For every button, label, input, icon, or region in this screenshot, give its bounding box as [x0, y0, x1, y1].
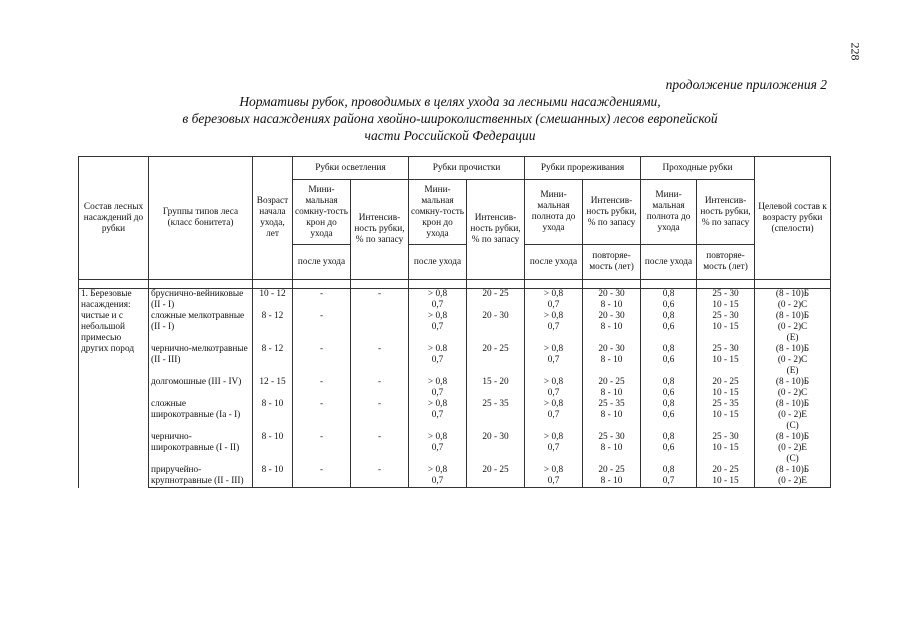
age-cell: [253, 289, 293, 312]
clearing-intensity-cell: [351, 399, 409, 432]
forest-type-cell-value: черничнo-мелкотравные (II - III): [151, 344, 248, 365]
passing-intensity-cell-value: 10 - 15: [712, 355, 739, 365]
clearing-intensity-cell: [351, 432, 409, 465]
cleaning-crown-cell: [409, 344, 467, 377]
cleaning-crown-cell-value: 0,7: [431, 410, 444, 420]
passing-density-cell-value: 0,8: [662, 311, 675, 321]
clearing-intensity-cell-value: -: [377, 344, 382, 354]
passing-intensity-cell-value: 25 - 30: [712, 311, 739, 321]
target-cell-value: (8 - 10)Б: [775, 432, 810, 442]
thinning-intensity-cell-value: 25 - 30: [598, 432, 625, 442]
passing-density-cell-value: 0,6: [662, 322, 675, 332]
header-intensity: Интенсив-ность рубки, % по запасу: [351, 180, 409, 280]
header-min-density: Мини-мальная полнота до ухода: [525, 180, 583, 245]
passing-intensity-cell: [697, 377, 755, 399]
target-cell-value: (8 - 10)Б: [775, 465, 810, 475]
forest-type-cell: [149, 432, 253, 465]
passing-density-cell-value: 0,8: [662, 289, 675, 299]
passing-density-cell: [641, 344, 697, 377]
thinning-density-cell: [525, 344, 583, 377]
header-after-care: после ухода: [293, 245, 351, 280]
clearing-intensity-cell: [351, 465, 409, 488]
cleaning-crown-cell-value: > 0,8: [427, 377, 448, 387]
thinning-density-cell: [525, 377, 583, 399]
cleaning-crown-cell-value: > 0,8: [427, 465, 448, 475]
clearing-crown-cell: [293, 289, 351, 312]
title-line: части Российской Федерации: [364, 128, 536, 143]
age-cell-value: 8 - 12: [261, 311, 284, 321]
cleaning-crown-cell-value: > 0,8: [427, 289, 448, 299]
cleaning-crown-cell: [409, 432, 467, 465]
age-cell: [253, 432, 293, 465]
header-after-care: после ухода: [641, 245, 697, 280]
passing-intensity-cell-value: 25 - 30: [712, 432, 739, 442]
target-cell-value: (8 - 10)Б: [775, 344, 810, 354]
clearing-intensity-cell-value: -: [377, 465, 382, 475]
cleaning-intensity-cell-value: 20 - 30: [482, 432, 509, 442]
thinning-density-cell-value: 0,7: [547, 410, 560, 420]
forest-type-cell: [149, 465, 253, 488]
clearing-intensity-cell-value: -: [377, 432, 382, 442]
passing-density-cell-value: 0,6: [662, 355, 675, 365]
thinning-intensity-cell-value: 8 - 10: [600, 410, 623, 420]
header-intensity: Интенсив-ность рубки, % по запасу: [583, 180, 641, 245]
clearing-intensity-cell-value: -: [377, 377, 382, 387]
passing-density-cell-value: 0,8: [662, 399, 675, 409]
clearing-crown-cell: [293, 432, 351, 465]
passing-intensity-cell: [697, 311, 755, 344]
target-cell-value: (С): [786, 421, 799, 431]
cleaning-intensity-cell: [467, 289, 525, 312]
thinning-intensity-cell-value: 8 - 10: [600, 443, 623, 453]
forest-type-cell-value: черничнo-широкотравные (I - II): [151, 432, 240, 453]
forest-type-cell-value: сложные мелкотравные (II - I): [151, 311, 245, 332]
age-cell-value: 8 - 12: [261, 344, 284, 354]
page-title: [140, 93, 760, 144]
clearing-crown-cell: [293, 311, 351, 344]
thinning-density-cell-value: > 0,8: [543, 311, 564, 321]
thinning-intensity-cell-value: 8 - 10: [600, 322, 623, 332]
clearing-crown-cell-value: -: [319, 399, 324, 409]
cleaning-crown-cell-value: > 0,8: [427, 311, 448, 321]
passing-density-cell-value: 0,6: [662, 410, 675, 420]
clearing-crown-cell: [293, 399, 351, 432]
passing-intensity-cell: [697, 289, 755, 312]
passing-intensity-cell: [697, 399, 755, 432]
header-min-crown: Мини-мальная сомкну-тость крон до ухода: [409, 180, 467, 245]
table-row: [79, 377, 831, 399]
title-line: в березовых насаждениях района хвойно-широколиственных (смешанных) лесов европейской: [182, 111, 718, 126]
passing-density-cell: [641, 432, 697, 465]
clearing-crown-cell-value: -: [319, 432, 324, 442]
cleaning-intensity-cell: [467, 399, 525, 432]
header-age: Возраст начала ухода, лет: [253, 157, 293, 280]
age-cell-value: 12 - 15: [259, 377, 286, 387]
passing-density-cell-value: 0,8: [662, 432, 675, 442]
header-min-crown: Мини-мальная сомкну-тость крон до ухода: [293, 180, 351, 245]
thinning-density-cell-value: > 0,8: [543, 432, 564, 442]
age-cell: [253, 399, 293, 432]
cleaning-intensity-cell-value: 20 - 30: [482, 311, 509, 321]
target-cell: [755, 377, 831, 399]
age-cell: [253, 311, 293, 344]
norms-table: [78, 156, 831, 488]
forest-type-cell: [149, 311, 253, 344]
cleaning-crown-cell-value: 0,7: [431, 476, 444, 486]
header-repeat: повторяе-мость (лет): [697, 245, 755, 280]
passing-density-cell-value: 0,7: [662, 476, 675, 486]
forest-type-cell-value: приручейно-крупнотравные (II - III): [151, 465, 244, 486]
cleaning-crown-cell: [409, 377, 467, 399]
target-cell: [755, 399, 831, 432]
thinning-intensity-cell-value: 20 - 30: [598, 344, 625, 354]
thinning-intensity-cell-value: 8 - 10: [600, 476, 623, 486]
target-cell-value: (0 - 2)С: [777, 300, 808, 310]
thinning-intensity-cell: [583, 344, 641, 377]
clearing-intensity-cell: [351, 311, 409, 344]
header-passing: Проходные рубки: [641, 157, 755, 180]
passing-density-cell: [641, 465, 697, 488]
thinning-intensity-cell-value: 20 - 25: [598, 465, 625, 475]
passing-density-cell-value: 0,8: [662, 465, 675, 475]
forest-type-cell-value: долгомошные (III - IV): [151, 377, 242, 387]
passing-density-cell: [641, 377, 697, 399]
cleaning-intensity-cell-value: 20 - 25: [482, 465, 509, 475]
target-cell-value: (0 - 2)С: [777, 388, 808, 398]
thinning-density-cell: [525, 289, 583, 312]
thinning-intensity-cell: [583, 289, 641, 312]
passing-intensity-cell: [697, 465, 755, 488]
passing-intensity-cell-value: 10 - 15: [712, 300, 739, 310]
header-intensity: Интенсив-ность рубки, % по запасу: [697, 180, 755, 245]
target-cell-value: (0 - 2)С: [777, 355, 808, 365]
passing-intensity-cell-value: 20 - 25: [712, 377, 739, 387]
forest-type-cell-value: брусничнo-вейниковые (II - I): [151, 289, 244, 310]
passing-density-cell: [641, 311, 697, 344]
passing-density-cell-value: 0,6: [662, 300, 675, 310]
thinning-intensity-cell: [583, 465, 641, 488]
age-cell: [253, 377, 293, 399]
table-row: [79, 311, 831, 344]
target-cell-value: (С): [786, 454, 799, 464]
cleaning-crown-cell: [409, 465, 467, 488]
thinning-density-cell-value: 0,7: [547, 322, 560, 332]
thinning-intensity-cell-value: 20 - 25: [598, 377, 625, 387]
cleaning-crown-cell-value: 0,7: [431, 443, 444, 453]
cleaning-intensity-cell: [467, 432, 525, 465]
thinning-density-cell-value: > 0,8: [543, 399, 564, 409]
forest-type-cell: [149, 399, 253, 432]
table-row: [79, 344, 831, 377]
target-cell-value: (0 - 2)Е: [778, 410, 807, 420]
cleaning-intensity-cell: [467, 465, 525, 488]
target-cell-value: (0 - 2)Е: [778, 476, 807, 486]
header-thinning: Рубки прореживания: [525, 157, 641, 180]
age-cell: [253, 344, 293, 377]
target-cell-value: (0 - 2)Е: [778, 443, 807, 453]
thinning-intensity-cell-value: 25 - 35: [598, 399, 625, 409]
age-cell-value: 10 - 12: [259, 289, 286, 299]
clearing-intensity-cell: [351, 289, 409, 312]
thinning-intensity-cell-value: 8 - 10: [600, 300, 623, 310]
target-cell-value: (8 - 10)Б: [775, 289, 810, 299]
group-label: [79, 289, 149, 488]
target-cell-value: (Е): [786, 333, 799, 343]
clearing-crown-cell-value: -: [319, 344, 324, 354]
thinning-density-cell: [525, 311, 583, 344]
cleaning-intensity-cell: [467, 344, 525, 377]
header-intensity: Интенсив-ность рубки, % по запасу: [467, 180, 525, 280]
passing-density-cell-value: 0,8: [662, 377, 675, 387]
thinning-density-cell: [525, 399, 583, 432]
table-row: [79, 289, 831, 312]
cleaning-crown-cell-value: 0,7: [431, 355, 444, 365]
forest-type-cell: [149, 377, 253, 399]
thinning-density-cell-value: 0,7: [547, 300, 560, 310]
thinning-density-cell-value: > 0,8: [543, 344, 564, 354]
thinning-intensity-cell-value: 8 - 10: [600, 388, 623, 398]
target-cell: [755, 289, 831, 312]
cleaning-intensity-cell: [467, 311, 525, 344]
target-cell: [755, 432, 831, 465]
thinning-intensity-cell: [583, 377, 641, 399]
header-after-care: после ухода: [525, 245, 583, 280]
continuation-note: продолжение приложения 2: [665, 77, 827, 92]
header-repeat: повторяе-мость (лет): [583, 245, 641, 280]
passing-intensity-cell: [697, 344, 755, 377]
passing-intensity-cell-value: 10 - 15: [712, 443, 739, 453]
passing-intensity-cell-value: 10 - 15: [712, 476, 739, 486]
thinning-intensity-cell-value: 8 - 10: [600, 355, 623, 365]
header-cleaning: Рубки прочистки: [409, 157, 525, 180]
thinning-density-cell-value: > 0,8: [543, 465, 564, 475]
clearing-crown-cell-value: -: [319, 311, 324, 321]
header-after-care: после ухода: [409, 245, 467, 280]
header-forest-type: Группы типов леса (класс бонитета): [149, 157, 253, 280]
clearing-crown-cell: [293, 465, 351, 488]
cleaning-intensity-cell-value: 20 - 25: [482, 289, 509, 299]
target-cell: [755, 311, 831, 344]
clearing-intensity-cell: [351, 377, 409, 399]
passing-intensity-cell-value: 25 - 35: [712, 399, 739, 409]
header-clearing: Рубки осветления: [293, 157, 409, 180]
thinning-intensity-cell-value: 20 - 30: [598, 311, 625, 321]
passing-intensity-cell-value: 25 - 30: [712, 289, 739, 299]
clearing-crown-cell: [293, 344, 351, 377]
title-line: Нормативы рубок, проводимых в целях ухода за лесными насаждениями,: [239, 94, 661, 109]
clearing-crown-cell-value: -: [319, 377, 324, 387]
target-cell-value: (8 - 10)Б: [775, 377, 810, 387]
thinning-density-cell-value: 0,7: [547, 443, 560, 453]
forest-type-cell-value: сложные широкотравные (Ia - I): [151, 399, 241, 420]
passing-density-cell-value: 0,6: [662, 443, 675, 453]
cleaning-crown-cell-value: 0,7: [431, 388, 444, 398]
clearing-intensity-cell-value: -: [377, 399, 382, 409]
thinning-density-cell-value: 0,7: [547, 476, 560, 486]
age-cell-value: 8 - 10: [261, 399, 284, 409]
passing-density-cell-value: 0,8: [662, 344, 675, 354]
cleaning-intensity-cell-value: 15 - 20: [482, 377, 509, 387]
thinning-density-cell: [525, 465, 583, 488]
age-cell: [253, 465, 293, 488]
thinning-density-cell-value: 0,7: [547, 355, 560, 365]
passing-intensity-cell-value: 10 - 15: [712, 388, 739, 398]
cleaning-intensity-cell: [467, 377, 525, 399]
passing-intensity-cell: [697, 432, 755, 465]
cleaning-crown-cell: [409, 311, 467, 344]
header-target: Целевой состав к возрасту рубки (спелости): [755, 157, 831, 280]
table-row: [79, 432, 831, 465]
thinning-density-cell-value: > 0,8: [543, 289, 564, 299]
page-number: 228: [848, 42, 863, 61]
clearing-crown-cell: [293, 377, 351, 399]
age-cell-value: 8 - 10: [261, 432, 284, 442]
table-row: [79, 465, 831, 488]
thinning-density-cell-value: > 0,8: [543, 377, 564, 387]
clearing-intensity-cell-value: -: [377, 289, 382, 299]
header-min-density: Мини-мальная полнота до ухода: [641, 180, 697, 245]
thinning-density-cell: [525, 432, 583, 465]
clearing-intensity-cell: [351, 344, 409, 377]
thinning-intensity-cell: [583, 311, 641, 344]
passing-intensity-cell-value: 20 - 25: [712, 465, 739, 475]
passing-density-cell: [641, 399, 697, 432]
cleaning-crown-cell-value: > 0.8: [427, 344, 448, 354]
cleaning-intensity-cell-value: 25 - 35: [482, 399, 509, 409]
thinning-density-cell-value: 0,7: [547, 388, 560, 398]
cleaning-crown-cell: [409, 289, 467, 312]
clearing-crown-cell-value: -: [319, 465, 324, 475]
passing-density-cell: [641, 289, 697, 312]
thinning-intensity-cell: [583, 432, 641, 465]
target-cell: [755, 465, 831, 488]
table-row: [79, 399, 831, 432]
passing-intensity-cell-value: 10 - 15: [712, 322, 739, 332]
target-cell-value: (8 - 10)Б: [775, 311, 810, 321]
passing-intensity-cell-value: 25 - 30: [712, 344, 739, 354]
cleaning-crown-cell-value: 0,7: [431, 300, 444, 310]
header-composition: Состав лесных насаждений до рубки: [79, 157, 149, 280]
cleaning-crown-cell-value: > 0,8: [427, 399, 448, 409]
target-cell-value: (Е): [786, 366, 799, 376]
forest-type-cell: [149, 289, 253, 312]
thinning-intensity-cell: [583, 399, 641, 432]
age-cell-value: 8 - 10: [261, 465, 284, 475]
target-cell-value: (0 - 2)С: [777, 322, 808, 332]
target-cell-value: (8 - 10)Б: [775, 399, 810, 409]
target-cell: [755, 344, 831, 377]
forest-type-cell: [149, 344, 253, 377]
cleaning-intensity-cell-value: 20 - 25: [482, 344, 509, 354]
clearing-crown-cell-value: -: [319, 289, 324, 299]
cleaning-crown-cell: [409, 399, 467, 432]
cleaning-crown-cell-value: > 0,8: [427, 432, 448, 442]
thinning-intensity-cell-value: 20 - 30: [598, 289, 625, 299]
cleaning-crown-cell-value: 0,7: [431, 322, 444, 332]
passing-density-cell-value: 0,6: [662, 388, 675, 398]
passing-intensity-cell-value: 10 - 15: [712, 410, 739, 420]
group-label-value: 1. Березовые насаждения: чистые и с небольшой примесью других пород: [81, 289, 135, 354]
